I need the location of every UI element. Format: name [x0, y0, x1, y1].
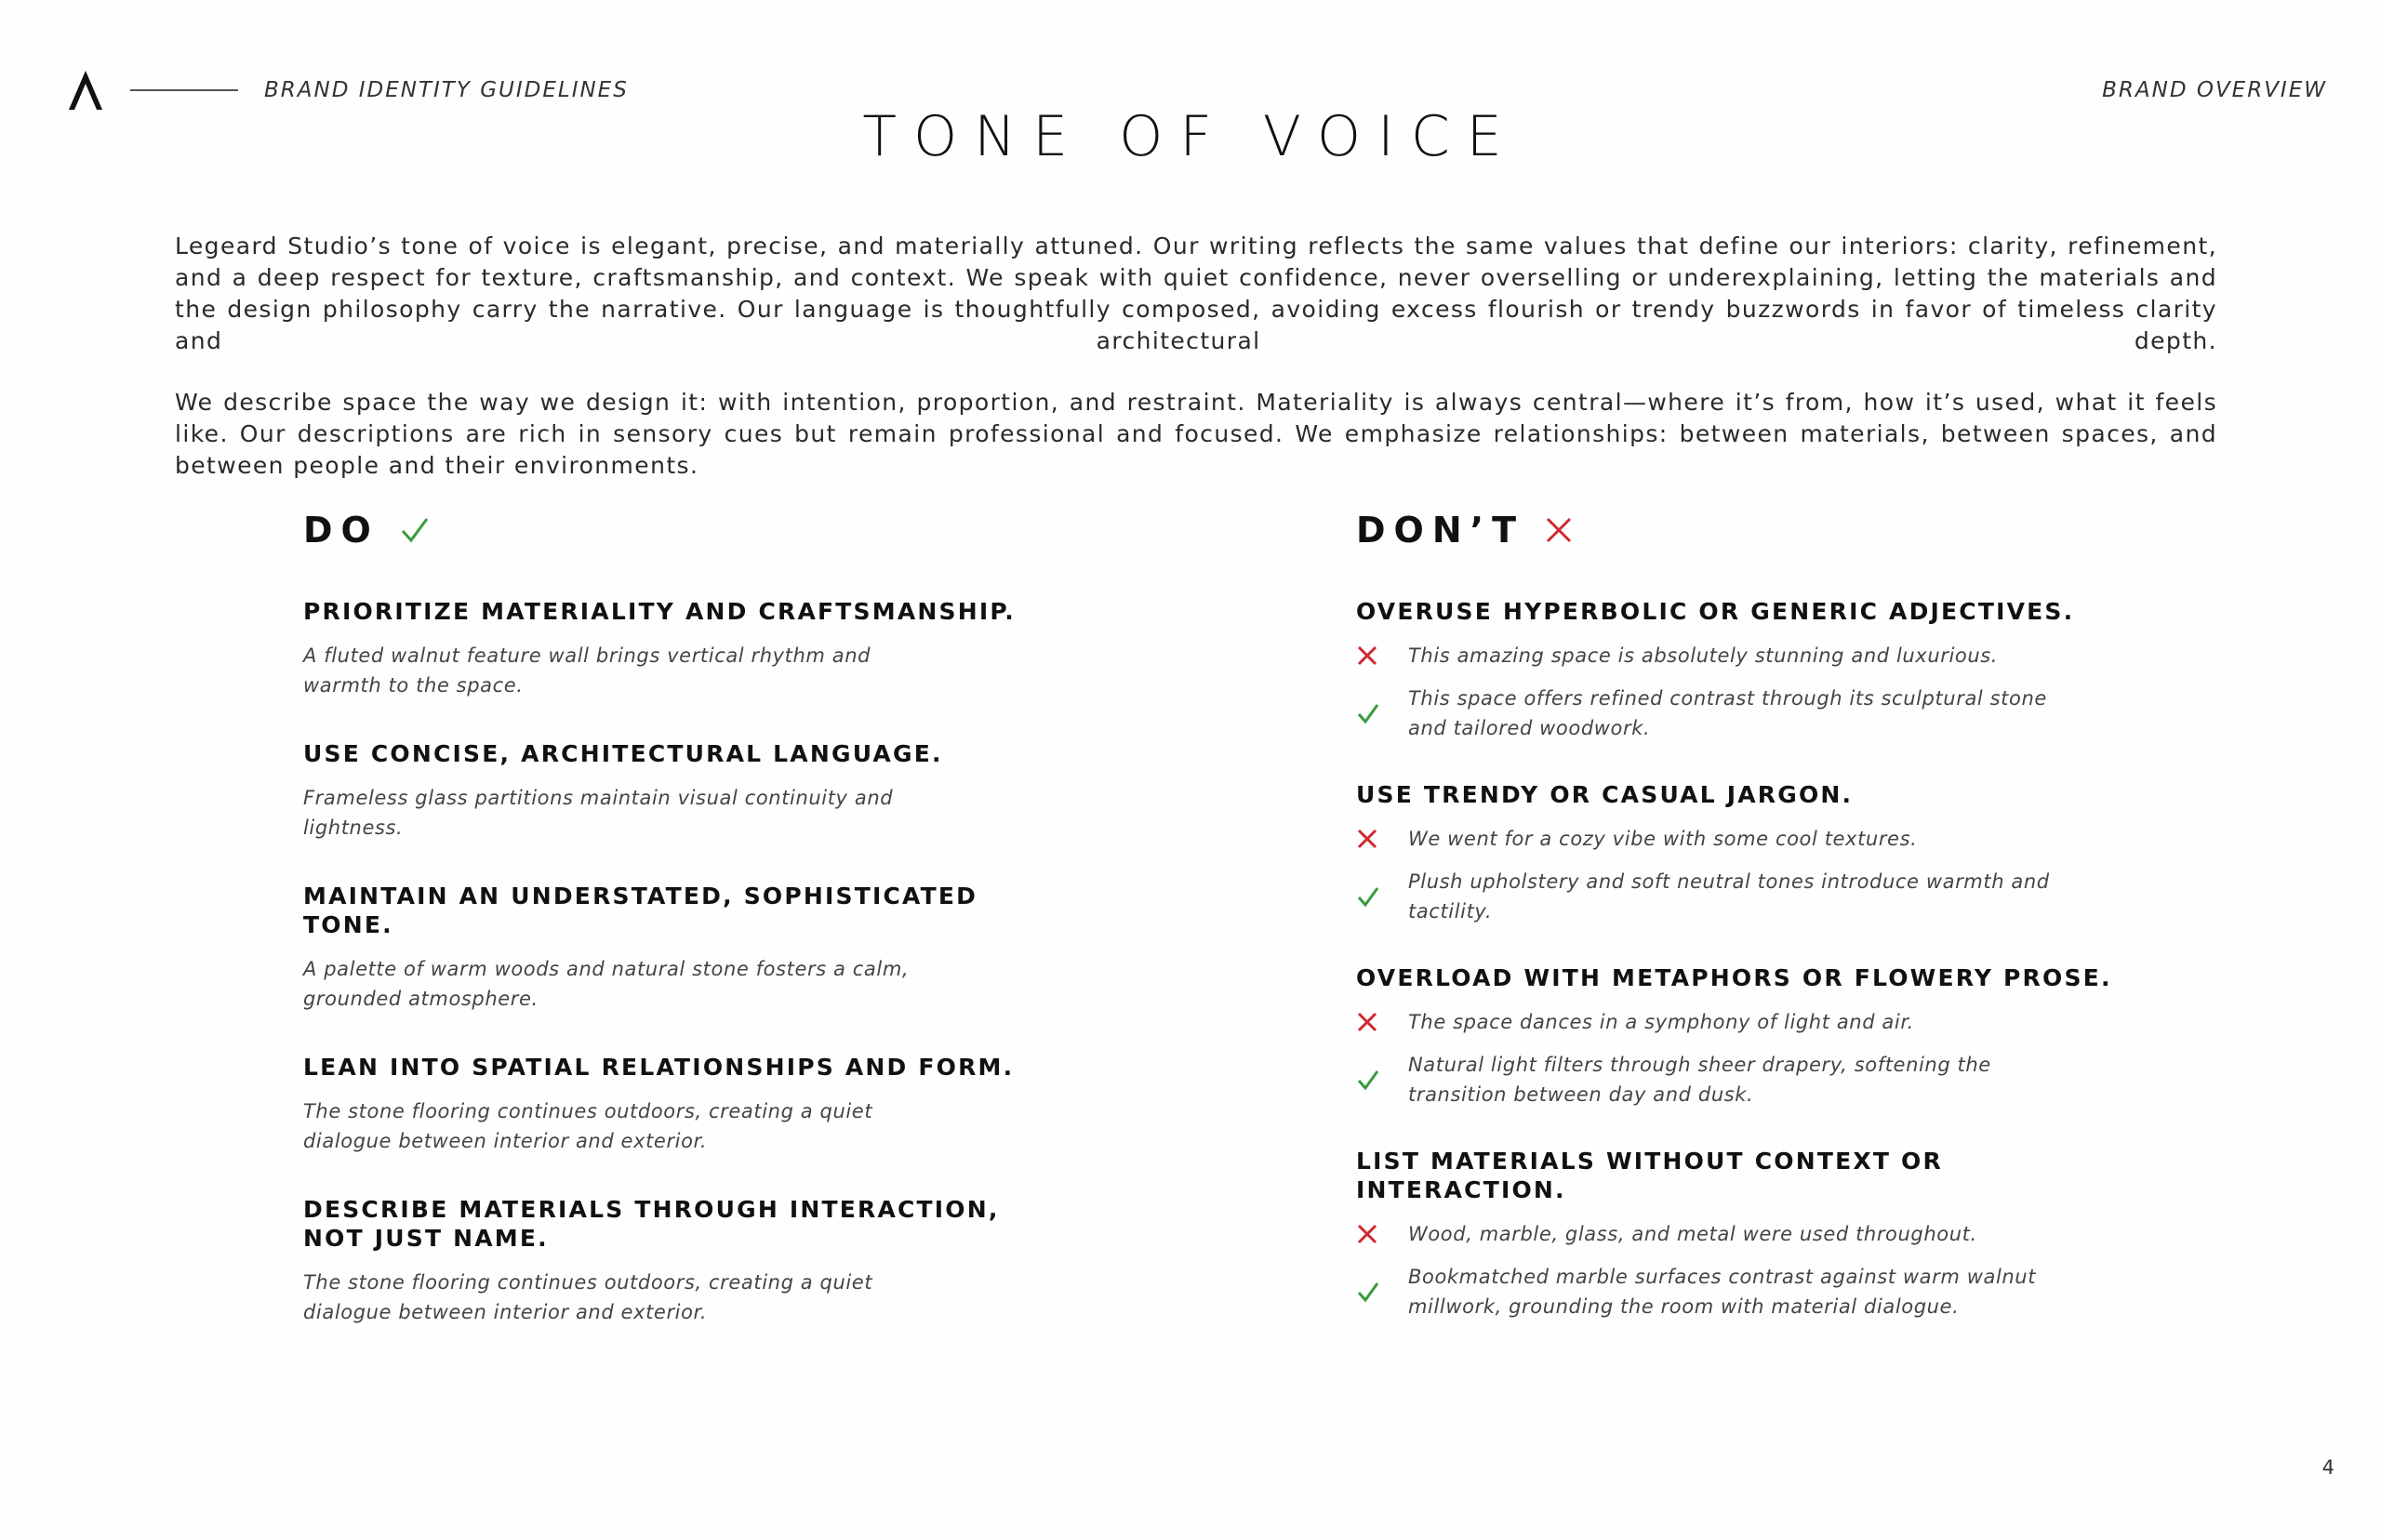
do-item-example: Frameless glass partitions maintain visual continuity and lightness. [303, 787, 894, 839]
do-item-example: The stone flooring continues outdoors, creating a quiet dialogue between interior and exterior. [303, 1100, 873, 1152]
intro-paragraph: We describe space the way we design it: with intention, proportion, and restraint. Materiality is always central—where it’s from, how it’s used, what it feels like. Our descriptions are rich in sensory cues but remain professional and focused. We emphasize relationships: between materials, between spaces, and between people and their environments. [175, 389, 2217, 479]
do-item [303, 597, 1047, 700]
do-item-title: DESCRIBE MATERIALS THROUGH INTERACTION, NOT JUST NAME. [303, 1196, 1000, 1252]
do-item-title: PRIORITIZE MATERIALITY AND CRAFTSMANSHIP. [303, 598, 1016, 625]
dont-item-title: OVERUSE HYPERBOLIC OR GENERIC ADJECTIVES. [1356, 598, 2075, 625]
bad-example-text: We went for a cozy vibe with some cool textures. [1408, 828, 1918, 850]
dont-heading [1356, 510, 2119, 551]
cross-icon [1356, 1222, 1380, 1246]
header-left-label: BRAND IDENTITY GUIDELINES [264, 78, 629, 102]
do-item-title: USE CONCISE, ARCHITECTURAL LANGUAGE. [303, 740, 943, 767]
bad-example [1356, 824, 2119, 854]
cross-icon [1356, 644, 1380, 668]
do-item-example: The stone flooring continues outdoors, creating a quiet dialogue between interior and exterior. [303, 1271, 873, 1323]
do-item-title: MAINTAIN AN UNDERSTATED, SOPHISTICATED TONE. [303, 883, 978, 938]
dont-item-title: USE TRENDY OR CASUAL JARGON. [1356, 781, 1854, 808]
cross-icon [1545, 516, 1573, 544]
dont-item-title: LIST MATERIALS WITHOUT CONTEXT OR INTERACTION. [1356, 1148, 1943, 1203]
do-item [303, 1053, 1047, 1156]
page-title: TONE OF VOICE [862, 104, 1519, 169]
dont-column [1356, 510, 2119, 1359]
check-icon [1356, 1280, 1380, 1304]
header-right-label: BRAND OVERVIEW [2102, 78, 2327, 102]
do-item [303, 739, 1047, 843]
cross-icon [1356, 827, 1380, 851]
good-example-text: This space offers refined contrast through its sculptural stone and tailored woodwork. [1408, 687, 2047, 739]
check-icon [1356, 884, 1380, 909]
do-item [303, 882, 1047, 1014]
dont-item [1356, 597, 2119, 743]
dont-item [1356, 780, 2119, 926]
bad-example [1356, 1219, 2119, 1249]
check-icon [400, 516, 430, 544]
do-list [303, 597, 1047, 1327]
good-example [1356, 1050, 2119, 1109]
bad-example-text: This amazing space is absolutely stunning and luxurious. [1408, 644, 1999, 667]
do-heading [303, 510, 1047, 551]
good-example [1356, 684, 2119, 743]
do-item-example: A palette of warm woods and natural stone fosters a calm, grounded atmosphere. [303, 958, 910, 1010]
do-heading-label: DO [303, 510, 379, 551]
dont-list [1356, 597, 2119, 1321]
do-item-title: LEAN INTO SPATIAL RELATIONSHIPS AND FORM. [303, 1054, 1015, 1081]
check-icon [1356, 1068, 1380, 1092]
good-example-text: Natural light filters through sheer drapery, softening the transition between day and dusk. [1408, 1054, 1991, 1106]
check-icon [1356, 701, 1380, 725]
intro-text [175, 231, 2217, 511]
dont-item [1356, 1147, 2119, 1321]
do-column [303, 510, 1047, 1366]
intro-paragraph: Legeard Studio’s tone of voice is elegant, precise, and materially attuned. Our writing reflects the same values that define our interiors: clarity, refinement, and a deep respect for texture, craftsmanship, and context. We speak with quiet confidence, never overselling or underexplaining, letting the materials and the design philosophy carry the narrative. Our language is thoughtfully composed, avoiding excess flourish or trendy buzzwords in favor of timeless clarity and architectural depth. [175, 232, 2217, 354]
dont-item [1356, 963, 2119, 1109]
bad-example [1356, 1007, 2119, 1037]
good-example-text: Plush upholstery and soft neutral tones introduce warmth and tactility. [1408, 870, 2050, 923]
dont-item-title: OVERLOAD WITH METAPHORS OR FLOWERY PROSE. [1356, 964, 2112, 991]
good-example-text: Bookmatched marble surfaces contrast against warm walnut millwork, grounding the room with material dialogue. [1408, 1266, 2037, 1318]
cross-icon [1356, 1010, 1380, 1034]
bad-example-text: The space dances in a symphony of light and air. [1408, 1011, 1914, 1033]
bad-example-text: Wood, marble, glass, and metal were used throughout. [1408, 1223, 1977, 1245]
header-rule [130, 89, 238, 91]
dont-heading-label: DON’T [1356, 510, 1525, 551]
do-item [303, 1195, 1047, 1327]
page-number: 4 [2321, 1456, 2334, 1479]
do-item-example: A fluted walnut feature wall brings vertical rhythm and warmth to the space. [303, 644, 871, 697]
good-example [1356, 867, 2119, 926]
bad-example [1356, 641, 2119, 670]
good-example [1356, 1262, 2119, 1321]
